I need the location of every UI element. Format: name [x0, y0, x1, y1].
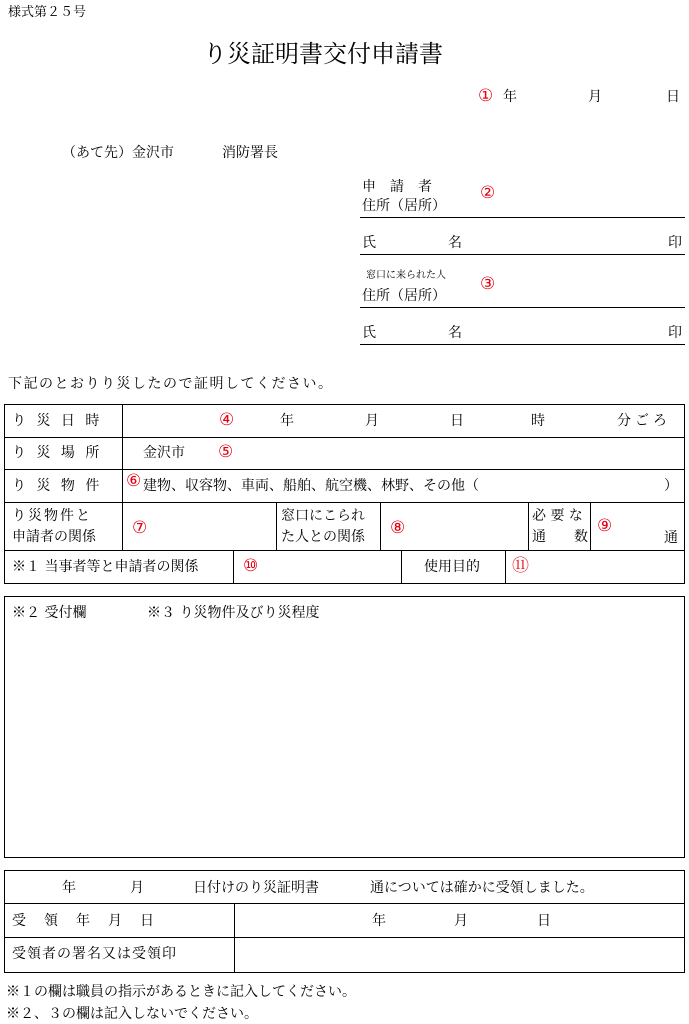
visitor-address-input[interactable] — [460, 286, 684, 306]
purpose-label: 使用目的 — [424, 559, 480, 575]
visitor-name-line — [360, 344, 685, 345]
disaster-location-input[interactable] — [240, 439, 684, 468]
date-day-label: 日 — [666, 89, 680, 105]
signature-input[interactable] — [236, 939, 684, 972]
copies-unit: 通 — [664, 530, 678, 546]
visitor-relation-input[interactable] — [410, 504, 526, 549]
disaster-property-other-input[interactable] — [530, 471, 660, 500]
applicant-address-input[interactable] — [460, 196, 684, 216]
applicant-name-mei: 名 — [448, 235, 462, 251]
applicant-seal: 印 — [668, 235, 682, 251]
note-2: ※２、３の欄は記入しないでください。 — [6, 1006, 258, 1022]
disaster-location-marker: ⑤ — [218, 442, 234, 462]
copies-marker: ⑨ — [597, 516, 613, 536]
visitor-name-shi: 氏 — [362, 325, 376, 341]
receipt-copies-input[interactable] — [340, 874, 368, 900]
disaster-minute-label: 分ごろ — [617, 413, 671, 429]
table-col-divider — [276, 502, 277, 550]
receive-date-input[interactable] — [236, 905, 684, 936]
applicant-relation-label-line1: り災物件と — [12, 508, 92, 524]
party-relation-marker: ⑩ — [243, 556, 259, 576]
disaster-datetime-input[interactable] — [124, 406, 684, 436]
disaster-month-label: 月 — [365, 413, 379, 429]
table-col-divider — [590, 502, 591, 550]
party-relation-label: ※１ 当事者等と申請者の関係 — [12, 559, 199, 575]
applicant-relation-input[interactable] — [152, 504, 274, 549]
table-row-divider — [4, 550, 685, 551]
disaster-property-label: り 災 物 件 — [12, 478, 103, 494]
addressee-prefix: （あて先）金沢市 — [62, 145, 174, 161]
receipt-year-label: 年 — [62, 880, 76, 896]
table-col-divider — [505, 550, 506, 584]
intro-text: 下記のとおりり災したので証明してください。 — [8, 376, 334, 392]
applicant-relation-label-line2: 申請者の関係 — [12, 529, 96, 545]
visitor-address-line — [360, 307, 685, 308]
date-month-input[interactable] — [605, 84, 660, 108]
visitor-name-input[interactable] — [465, 320, 660, 342]
disaster-property-marker: ⑥ — [126, 471, 142, 491]
applicant-address-line — [360, 217, 685, 218]
visitor-relation-label-line1: 窓口にこられ — [281, 508, 365, 524]
applicant-name-line — [360, 254, 685, 255]
property-degree-label: ※３ り災物件及びり災程度 — [147, 605, 320, 621]
receive-month-label: 月 — [454, 913, 468, 929]
copies-label-line2: 通 数 — [532, 529, 588, 545]
date-year-input[interactable] — [520, 84, 580, 108]
visitor-marker: ③ — [480, 274, 496, 294]
page-title: り災証明書交付申請書 — [203, 40, 443, 68]
receipt-row-divider — [4, 903, 685, 904]
applicant-name-input[interactable] — [465, 230, 660, 252]
visitor-address-label: 住所（居所） — [362, 288, 446, 304]
visitor-relation-marker: ⑧ — [390, 518, 406, 538]
reception-label: ※２ 受付欄 — [12, 605, 87, 621]
table-col-divider — [233, 550, 234, 584]
disaster-day-label: 日 — [450, 413, 464, 429]
addressee-chief: 消防署長 — [222, 145, 278, 161]
applicant-address-label: 住所（居所） — [362, 198, 446, 214]
visitor-seal: 印 — [668, 325, 682, 341]
receipt-row-divider — [4, 937, 685, 938]
signature-label: 受領者の署名又は受領印 — [12, 946, 177, 962]
disaster-location-label: り 災 場 所 — [12, 445, 103, 461]
disaster-property-options: 建物、収容物、車両、船舶、航空機、林野、その他（ — [143, 478, 479, 494]
applicant-label: 申 請 者 — [362, 179, 432, 195]
party-relation-input[interactable] — [265, 552, 399, 583]
reception-box — [4, 596, 685, 858]
table-row-divider — [4, 437, 685, 438]
table-row-divider — [4, 469, 685, 470]
receipt-sentence-part2: 通については確かに受領しました。 — [370, 880, 594, 896]
form-number: 様式第２５号 — [8, 5, 87, 20]
receive-date-label: 受 領 年 月 日 — [12, 913, 156, 929]
receive-year-label: 年 — [372, 913, 386, 929]
date-marker: ① — [478, 86, 494, 106]
receipt-col-divider — [234, 903, 235, 973]
copies-input[interactable] — [618, 504, 662, 549]
table-col-divider — [380, 502, 381, 550]
note-1: ※１の欄は職員の指示があるときに記入してください。 — [6, 984, 356, 1000]
visitor-name-mei: 名 — [448, 325, 462, 341]
receipt-month-label: 月 — [130, 880, 144, 896]
applicant-relation-marker: ⑦ — [132, 518, 148, 538]
visitor-label: 窓口に来られた人 — [366, 270, 446, 281]
table-row-divider — [4, 502, 685, 503]
table-col-divider — [122, 404, 123, 550]
date-year-label: 年 — [503, 89, 517, 105]
disaster-property-close-paren: ） — [664, 478, 678, 494]
disaster-datetime-marker: ④ — [219, 410, 235, 430]
purpose-input[interactable] — [535, 552, 684, 583]
receive-day-label: 日 — [537, 913, 551, 929]
disaster-year-label: 年 — [280, 413, 294, 429]
copies-label-line1: 必 要 な — [532, 508, 583, 524]
disaster-hour-label: 時 — [531, 413, 545, 429]
disaster-datetime-label: り 災 日 時 — [12, 413, 103, 429]
disaster-location-city: 金沢市 — [143, 445, 185, 461]
applicant-marker: ② — [480, 183, 496, 203]
receipt-sentence-part1: 日付けのり災証明書 — [193, 880, 319, 896]
table-col-divider — [401, 550, 402, 584]
visitor-relation-label-line2: た人との関係 — [281, 529, 365, 545]
purpose-marker: ⑪ — [512, 556, 529, 576]
table-col-divider — [528, 502, 529, 550]
applicant-name-shi: 氏 — [362, 235, 376, 251]
date-month-label: 月 — [588, 89, 602, 105]
